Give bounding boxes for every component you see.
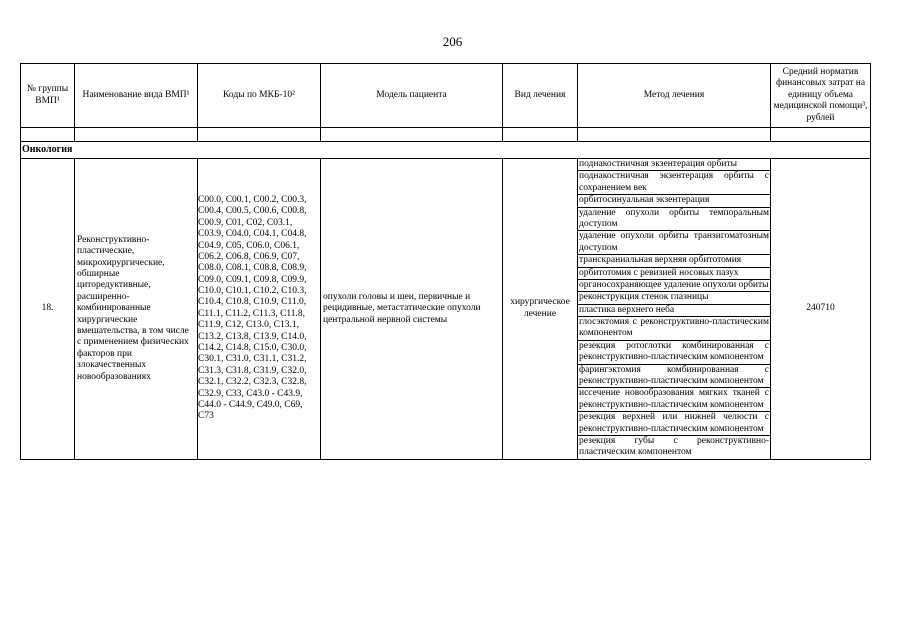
method-item: орбитотомия с ревизией носовых пазух — [578, 268, 770, 280]
section-title: Онкология — [21, 142, 871, 159]
method-item: реконструкция стенок глазницы — [578, 292, 770, 304]
header-treatment-type: Вид лечения — [503, 64, 578, 128]
method-item: орбитосинуальная экзентерация — [578, 195, 770, 207]
method-item: поднакостничная экзентерация орбиты с сохранением век — [578, 171, 770, 195]
header-row — [21, 64, 871, 128]
cost-value: 240710 — [771, 159, 871, 460]
treatment-type: хирургическое лечение — [503, 159, 578, 460]
header-patient-model: Модель пациента — [321, 64, 503, 128]
method-item: удаление опухоли орбиты транзигоматозным доступом — [578, 231, 770, 255]
method-item: удаление опухоли орбиты темпоральным доступом — [578, 208, 770, 232]
header-group-no: № группы ВМП¹ — [21, 64, 75, 128]
section-row — [21, 142, 871, 159]
method-item: транскраниальная верхняя орбитотомия — [578, 255, 770, 267]
vmp-table — [20, 63, 871, 460]
method-item: фарингэктомия комбинированная с реконструктивно-пластическим компонентом — [578, 365, 770, 389]
method-item: глосэктомия с реконструктивно-пластическим компонентом — [578, 317, 770, 341]
treatment-methods — [578, 159, 771, 460]
vmp-name: Реконструктивно-пластические, микрохирургические, обширные циторедуктивные, расширенно-комбинированные хирургические вмешательства, в том числе с применением физических факторов при злокачественных новообразованиях — [75, 159, 198, 460]
header-icd-codes: Коды по МКБ-10² — [198, 64, 321, 128]
spacer-row — [21, 128, 871, 142]
icd-codes: C00.0, C00.1, C00.2, C00.3, C00.4, C00.5, C00.6, C00.8, C00.9, C01, C02, C03.1, C03.9, C04.0, C04.1, C04.8, C04.9, C05, C06.0, C06.1, C06.2, C06.8, C06.9, C07, C08.0, C08.1, C08.8, C08.9, C09.0, C09.1, C09.8, C09.9, C10.0, C10.1, C10.2, C10.3, C10.4, C10.8, C10.9, C11.0, C11.1, C11.2, C11.3, C11.8, C11.9, C12, C13.0, C13.1, C13.2, C13.8, C13.9, C14.0, C14.2, C14.8, C15.0, C30.0, C30.1, C31.0, C31.1, C31.2, C31.3, C31.8, C31.9, C32.0, C32.1, C32.2, C32.3, C32.8, C32.9, C33, C43.0 - C43.9, C44.0 - C44.9, C49.0, C69, C73 — [198, 159, 321, 460]
method-item: иссечение новообразования мягких тканей с реконструктивно-пластическим компонентом — [578, 388, 770, 412]
method-item: поднакостничная экзентерация орбиты — [578, 159, 770, 171]
method-item: резекция губы с реконструктивно-пластическим компонентом — [579, 435, 769, 458]
table-row — [21, 159, 871, 460]
page-number: 206 — [442, 34, 463, 49]
method-item: резекция ротоглотки комбинированная с реконструктивно-пластическим компонентом — [578, 341, 770, 365]
method-item: органосохраняющее удаление опухоли орбиты — [578, 280, 770, 292]
group-number: 18. — [21, 159, 75, 460]
patient-model: опухоли головы и шеи, первичные и рецидивные, метастатические опухоли центральной нервной системы — [321, 159, 503, 460]
header-vmp-name: Наименование вида ВМП¹ — [75, 64, 198, 128]
header-cost-norm: Средний норматив финансовых затрат на единицу объема медицинской помощи³, рублей — [771, 64, 871, 128]
header-treatment-method: Метод лечения — [578, 64, 771, 128]
method-item: резекция верхней или нижней челюсти с реконструктивно-пластическим компонентом — [578, 412, 770, 436]
method-item: пластика верхнего неба — [578, 305, 770, 317]
